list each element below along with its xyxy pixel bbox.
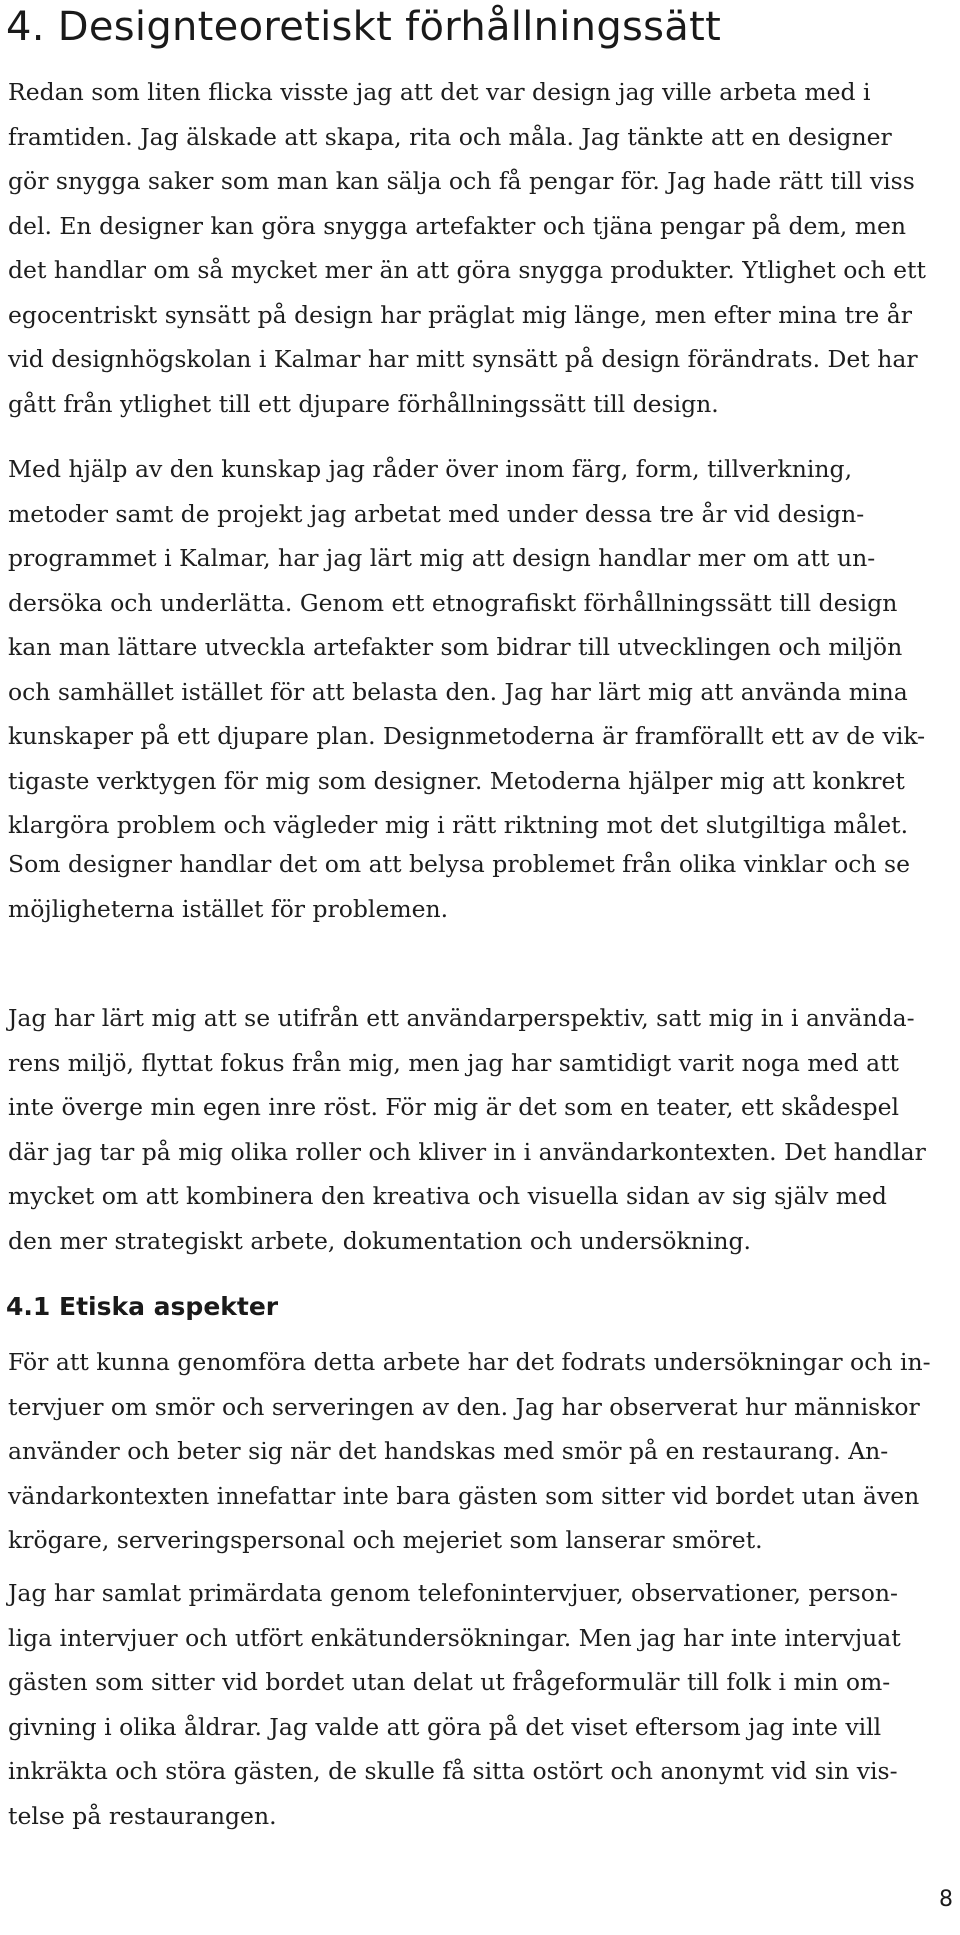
paragraph-knowledge	[8, 447, 954, 848]
text-line: tervjuer om smör och serveringen av den. Jag har observerat hur människor	[8, 1392, 920, 1421]
text-line: använder och beter sig när det handskas med smör på en restaurang. An-	[8, 1437, 889, 1465]
text-line: framtiden. Jag älskade att skapa, rita och måla. Jag tänkte att en designer	[8, 122, 892, 151]
text-line: del. En designer kan göra snygga artefakter och tjäna pengar på dem, men	[8, 211, 907, 240]
paragraph-ethics	[8, 1340, 954, 1563]
text-line: kunskaper på ett djupare plan. Designmetoderna är framförallt ett av de vik-	[8, 722, 926, 750]
text-line: Redan som liten flicka visste jag att det var design jag ville arbeta med i	[8, 78, 871, 106]
text-line: gästen som sitter vid bordet utan delat ut frågeformulär till folk i min om-	[8, 1668, 891, 1696]
section-heading: 4.1 Etiska aspekter	[6, 1292, 279, 1321]
text-line: gör snygga saker som man kan sälja och få pengar för. Jag hade rätt till viss	[8, 167, 915, 195]
text-line: kan man lättare utveckla artefakter som bidrar till utvecklingen och miljön	[8, 633, 903, 661]
text-line: programmet i Kalmar, har jag lärt mig att design handlar mer om att un-	[8, 544, 876, 572]
text-line: inte överge min egen inre röst. För mig är det som en teater, ett skådespel	[8, 1093, 900, 1121]
text-line: tigaste verktygen för mig som designer. Metoderna hjälper mig att konkret	[8, 766, 905, 795]
paragraph-data-collection	[8, 1571, 954, 1838]
paragraph-intro	[8, 70, 954, 426]
text-line: inkräkta och störa gästen, de skulle få sitta ostört och anonymt vid sin vis-	[8, 1757, 898, 1785]
text-line: dersöka och underlätta. Genom ett etnografiskt förhållningssätt till design	[8, 588, 898, 617]
text-line: och samhället istället för att belasta den. Jag har lärt mig att använda mina	[8, 677, 908, 706]
text-line: metoder samt de projekt jag arbetat med under dessa tre år vid design-	[8, 499, 865, 528]
paragraph-user-perspective	[8, 996, 954, 1263]
chapter-heading: 4. Designteoretiskt förhållningssätt	[6, 4, 722, 50]
text-line: vid designhögskolan i Kalmar har mitt synsätt på design förändrats. Det har	[8, 345, 918, 373]
text-line: telse på restaurangen.	[8, 1801, 277, 1830]
text-line: Jag har lärt mig att se utifrån ett användarperspektiv, satt mig in i använda-	[8, 1004, 915, 1032]
text-line: det handlar om så mycket mer än att göra snygga produkter. Ytlighet och ett	[8, 256, 926, 284]
text-line: givning i olika åldrar. Jag valde att göra på det viset eftersom jag inte vill	[8, 1712, 882, 1741]
text-line: gått från ytlighet till ett djupare förhållningssätt till design.	[8, 389, 719, 418]
text-line: krögare, serveringspersonal och mejeriet som lanserar smöret.	[8, 1526, 763, 1554]
page-number: 8	[939, 1887, 953, 1912]
text-line: den mer strategiskt arbete, dokumentation och undersökning.	[8, 1226, 751, 1255]
text-line: vändarkontexten innefattar inte bara gästen som sitter vid bordet utan även	[8, 1481, 920, 1510]
text-line: egocentriskt synsätt på design har präglat mig länge, men efter mina tre år	[8, 300, 912, 329]
text-line: mycket om att kombinera den kreativa och visuella sidan av sig själv med	[8, 1182, 887, 1210]
text-line: Med hjälp av den kunskap jag råder över inom färg, form, tillverkning,	[8, 455, 853, 483]
text-line: rens miljö, flyttat fokus från mig, men jag har samtidigt varit noga med att	[8, 1048, 899, 1077]
text-line: Som designer handlar det om att belysa problemet från olika vinklar och se	[8, 850, 911, 878]
text-line: liga intervjuer och utfört enkätundersökningar. Men jag har inte intervjuat	[8, 1623, 901, 1652]
text-line: där jag tar på mig olika roller och kliver in i användarkontexten. Det handlar	[8, 1137, 926, 1166]
text-line: Jag har samlat primärdata genom telefonintervjuer, observationer, person-	[8, 1579, 898, 1607]
text-line: För att kunna genomföra detta arbete har det fodrats undersökningar och in-	[8, 1348, 931, 1376]
text-line: möjligheterna istället för problemen.	[8, 894, 449, 923]
paragraph-designer	[8, 842, 954, 931]
text-line: klargöra problem och vägleder mig i rätt riktning mot det slutgiltiga målet.	[8, 811, 909, 839]
